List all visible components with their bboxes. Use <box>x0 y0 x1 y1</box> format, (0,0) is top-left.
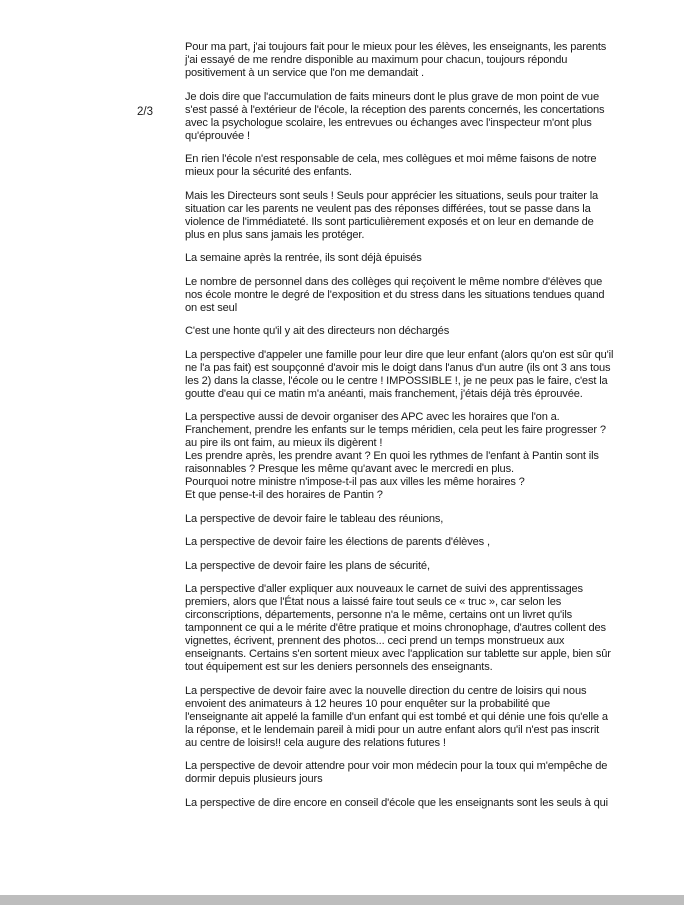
text-line: La perspective de dire encore en conseil d'école que les enseignants sont les seuls à qui <box>185 796 608 809</box>
text-line: goutte d'eau qui ce matin m'a anéanti, mais franchement, j'étais déjà très éprouvée. <box>185 387 583 400</box>
text-line: s'est passé à l'extérieur de l'école, la réception des parents concernés, les concertations <box>185 103 605 116</box>
text-line: vignettes, écrivent, prennent des photos... ceci prend un temps monstrueux aux <box>185 635 565 647</box>
paragraph <box>185 252 637 265</box>
text-line: Et que pense-t-il des horaires de Pantin ? <box>185 489 383 501</box>
text-line: raisonnables ? Presque les même qu'avant avec le mercredi en plus. <box>185 463 514 475</box>
text-line: plus en plus sans jamais les protéger. <box>185 228 365 241</box>
text-line: Les prendre après, les prendre avant ? En quoi les rythmes de l'enfant à Pantin sont ils <box>185 450 599 462</box>
text-line: La perspective d'aller expliquer aux nouveaux le carnet de suivi des apprentissages <box>185 583 583 595</box>
text-line: La perspective de devoir faire le tableau des réunions, <box>185 512 444 525</box>
text-line: C'est une honte qu'il y ait des directeurs non déchargés <box>185 325 450 337</box>
text-line: En rien l'école n'est responsable de cela, mes collègues et moi même faisons de notre <box>185 153 597 165</box>
text-line: positivement à un service que l'on me demandait . <box>185 67 424 79</box>
text-line: Le nombre de personnel dans des collèges qui reçoivent le même nombre d'élèves que <box>185 275 603 288</box>
text-line: j'ai essayé de me rendre disponible au maximum pour chacun, toujours répondu <box>185 54 568 66</box>
text-line: qu'éprouvée ! <box>185 129 250 142</box>
paragraph <box>185 583 637 674</box>
paragraph <box>185 325 637 338</box>
paragraph <box>185 685 637 750</box>
text-line: La semaine après la rentrée, ils sont déjà épuisés <box>185 252 422 264</box>
text-line: premiers, alors que l'État nous a laissé faire tout seuls ce « truc », car selon les <box>185 596 562 608</box>
paragraph <box>185 153 637 179</box>
viewer-bottom-bar <box>0 895 684 905</box>
paragraph <box>185 560 637 573</box>
text-line: La perspective de devoir faire avec la nouvelle direction du centre de loisirs qui nous <box>185 684 587 697</box>
text-line: avec la psychologue scolaire, les entrevues ou échanges avec l'inspecteur m'ont plus <box>185 116 592 129</box>
text-line: mieux pour la sécurité des enfants. <box>185 166 352 178</box>
letter-body <box>185 41 637 820</box>
text-line: Franchement, prendre les enfants sur le temps méridien, cela peut les faire progresser ? <box>185 424 606 436</box>
paragraph <box>185 276 637 315</box>
paragraph <box>185 91 637 143</box>
text-line: circonscriptions, départements, personne n'a le même, certains ont un livret qu'ils <box>185 609 573 621</box>
text-line: au pire ils ont faim, au mieux ils digèrent ! <box>185 437 383 449</box>
text-line: La perspective de devoir faire les plans de sécurité, <box>185 559 430 572</box>
page-number: 2/3 <box>137 106 153 118</box>
paragraph <box>185 190 637 242</box>
text-line: Pour ma part, j'ai toujours fait pour le mieux pour les élèves, les enseignants, les parents <box>185 41 607 53</box>
text-line: La perspective aussi de devoir organiser des APC avec les horaires que l'on a. <box>185 411 560 423</box>
text-line: on est seul <box>185 301 238 314</box>
text-line: les 2) dans la classe, l'école ou le centre ! IMPOSSIBLE !, je ne peux pas le faire, c'est la <box>185 374 608 387</box>
paragraph <box>185 513 637 526</box>
text-line: La perspective de devoir faire les élections de parents d'élèves , <box>185 536 490 548</box>
text-line: l'enseignante ait appelé la famille d'un enfant qui est tombé et qui dénie une fois qu'elle a <box>185 710 608 723</box>
text-line: La perspective d'appeler une famille pour leur dire que leur enfant (alors qu'on est sûr qu'il <box>185 348 614 361</box>
text-line: La perspective de devoir attendre pour voir mon médecin pour la toux qui m'empêche de <box>185 760 608 772</box>
text-line: Pourquoi notre ministre n'impose-t-il pas aux villes les même horaires ? <box>185 476 525 488</box>
text-line: nos école montre le degré de l'exposition et du stress dans les situations tendues quand <box>185 288 605 301</box>
text-line: Mais les Directeurs sont seuls ! Seuls pour apprécier les situations, seuls pour traiter la <box>185 189 599 202</box>
text-line: dormir depuis plusieurs jours <box>185 773 323 785</box>
paragraph <box>185 536 637 549</box>
text-line: violence de l'immédiateté. Ils sont particulièrement exposés et on leur en demande de <box>185 215 594 228</box>
text-line: au centre de loisirs!! cela augure des relations futures ! <box>185 736 446 749</box>
text-line: envoient des animateurs à 12 heures 10 pour enquêter sur la probabilité que <box>185 697 550 710</box>
paragraph <box>185 41 637 80</box>
paragraph <box>185 349 637 401</box>
text-line: la réponse, et le lendemain pareil à midi pour un autre enfant alors qu'il n'est pas inscrit <box>185 723 600 736</box>
paragraph <box>185 797 637 810</box>
text-line: tamponnent ce qui a le mérite d'être pratique et moins chronophage, d'autres collent des <box>185 622 606 634</box>
text-line: tout équipement est sur les deniers personnels des enseignants. <box>185 661 493 673</box>
text-line: situation car les parents ne veulent pas des réponses différées, tout se passe dans la <box>185 202 591 215</box>
paragraph <box>185 411 637 502</box>
text-line: Je dois dire que l'accumulation de faits mineurs dont le plus grave de mon point de vue <box>185 90 599 103</box>
text-line: enseignants. Certains s'en sortent mieux avec l'application sur tablette sur apple, bien sûr <box>185 648 611 660</box>
paragraph <box>185 760 637 786</box>
text-line: ne l'a pas fait) est soupçonné d'avoir mis le doigt dans l'anus d'un autre (ils ont 3 ans tous <box>185 361 611 374</box>
